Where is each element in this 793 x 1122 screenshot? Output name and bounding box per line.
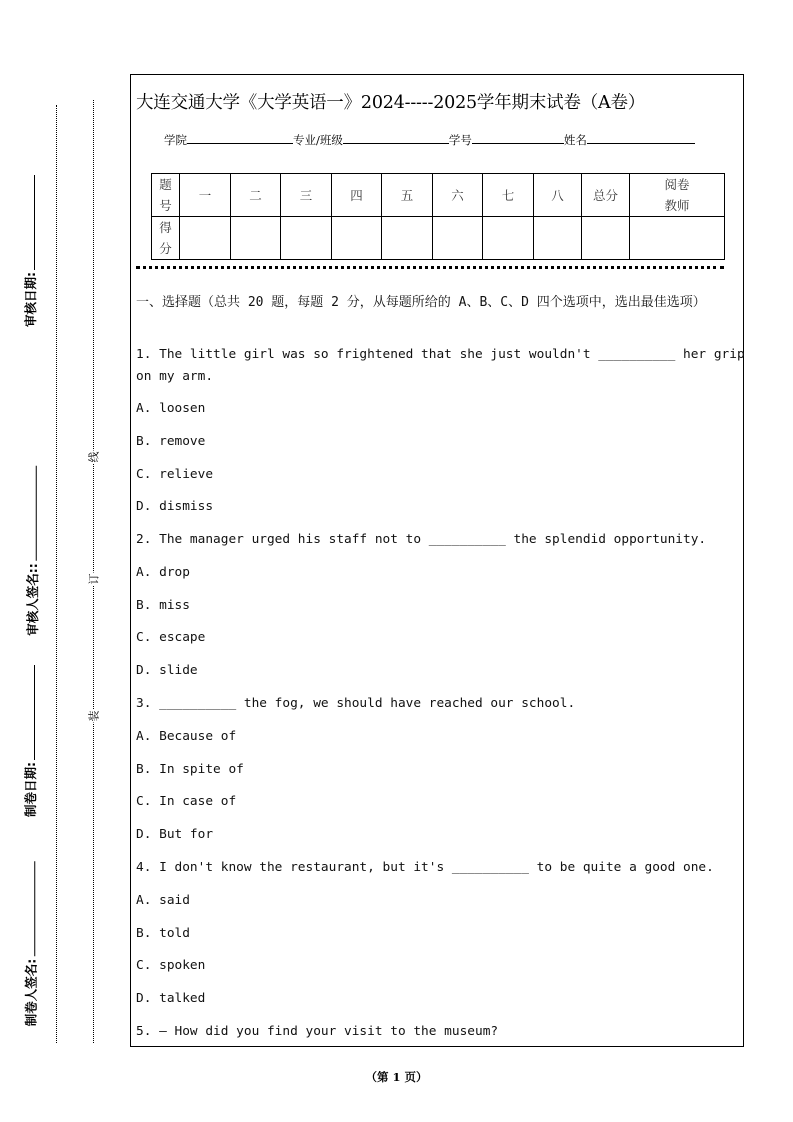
question-2-option-a[interactable]: A. drop bbox=[136, 565, 190, 580]
reviewer-sign-field bbox=[23, 466, 41, 636]
question-4-option-c[interactable]: C. spoken bbox=[136, 958, 206, 973]
col-8: 八 bbox=[534, 174, 582, 217]
question-2-option-c[interactable]: C. escape bbox=[136, 630, 206, 645]
make-date-blank[interactable] bbox=[23, 665, 35, 760]
col-2: 二 bbox=[231, 174, 281, 217]
maker-sign-blank[interactable] bbox=[23, 862, 35, 957]
review-date-label: 审核日期: bbox=[23, 272, 38, 327]
score-cell[interactable] bbox=[534, 217, 582, 260]
question-1-stem-cont: on my arm. bbox=[136, 369, 214, 384]
score-cell[interactable] bbox=[433, 217, 483, 260]
name-label: 姓名 bbox=[563, 133, 587, 147]
question-4-option-d[interactable]: D. talked bbox=[136, 991, 206, 1006]
review-date-blank[interactable] bbox=[23, 175, 35, 270]
grader-cell[interactable] bbox=[630, 217, 725, 260]
question-2-option-b[interactable]: B. miss bbox=[136, 598, 190, 613]
outer-dotted-line bbox=[56, 105, 57, 1043]
question-3-stem: 3. __________ the fog, we should have reached our school. bbox=[136, 696, 576, 711]
col-total: 总分 bbox=[582, 174, 630, 217]
review-date-field bbox=[21, 175, 39, 327]
col-3: 三 bbox=[281, 174, 332, 217]
make-date-label: 制卷日期: bbox=[23, 762, 38, 817]
question-1-option-a[interactable]: A. loosen bbox=[136, 401, 206, 416]
question-2-option-d[interactable]: D. slide bbox=[136, 663, 198, 678]
major-blank[interactable] bbox=[343, 131, 449, 144]
maker-sign-label: 制卷人签名: bbox=[23, 958, 39, 1027]
col-5: 五 bbox=[382, 174, 433, 217]
col-1: 一 bbox=[180, 174, 231, 217]
question-4-option-a[interactable]: A. said bbox=[136, 893, 190, 908]
question-1-stem: 1. The little girl was so frightened that she just wouldn't __________ her grip bbox=[136, 347, 745, 362]
score-label: 得 分 bbox=[152, 217, 180, 260]
col-4: 四 bbox=[332, 174, 382, 217]
score-cell[interactable] bbox=[231, 217, 281, 260]
reviewer-sign-blank[interactable] bbox=[25, 466, 37, 561]
cut-mark-line: 线 bbox=[87, 451, 101, 463]
score-cell[interactable] bbox=[180, 217, 231, 260]
question-4-option-b[interactable]: B. told bbox=[136, 926, 190, 941]
question-3-option-a[interactable]: A. Because of bbox=[136, 729, 237, 744]
inner-dotted-line bbox=[93, 100, 94, 1043]
student-id-label: 学号 bbox=[448, 133, 472, 147]
college-blank[interactable] bbox=[187, 131, 293, 144]
dotted-separator bbox=[136, 266, 724, 269]
score-table bbox=[151, 173, 725, 260]
grader-label: 阅卷 教师 bbox=[630, 174, 725, 217]
student-info-row bbox=[164, 131, 695, 148]
make-date-field bbox=[21, 665, 39, 817]
college-label: 学院 bbox=[164, 133, 187, 147]
score-cell[interactable] bbox=[281, 217, 332, 260]
page-number: （第 1 页） bbox=[365, 1070, 428, 1084]
score-table-header-row bbox=[152, 174, 725, 217]
page-title: 大连交通大学《大学英语一》2024-----2025学年期末试卷（A卷） bbox=[136, 93, 646, 113]
section-heading: 一、选择题（总共 20 题，每题 2 分，从每题所给的 A、B、C、D 四个选项中，选出最佳选项） bbox=[136, 295, 706, 310]
question-5-stem: 5. — How did you find your visit to the museum? bbox=[136, 1024, 499, 1039]
score-table-score-row bbox=[152, 217, 725, 260]
score-cell[interactable] bbox=[483, 217, 534, 260]
col-7: 七 bbox=[483, 174, 534, 217]
maker-sign-field bbox=[21, 862, 39, 1027]
question-1-option-b[interactable]: B. remove bbox=[136, 434, 206, 449]
score-cell-total[interactable] bbox=[582, 217, 630, 260]
question-1-option-c[interactable]: C. relieve bbox=[136, 467, 214, 482]
question-2-stem: 2. The manager urged his staff not to __________ the splendid opportunity. bbox=[136, 532, 707, 547]
major-label: 专业/班级 bbox=[293, 133, 343, 147]
name-blank[interactable] bbox=[587, 131, 695, 144]
cut-mark-fold: 装 bbox=[87, 710, 101, 722]
question-3-option-c[interactable]: C. In case of bbox=[136, 794, 237, 809]
student-id-blank[interactable] bbox=[472, 131, 564, 144]
score-cell[interactable] bbox=[382, 217, 433, 260]
question-number-label: 题 号 bbox=[152, 174, 180, 217]
question-4-stem: 4. I don't know the restaurant, but it's __________ to be quite a good one. bbox=[136, 860, 714, 875]
question-3-option-d[interactable]: D. But for bbox=[136, 827, 214, 842]
question-3-option-b[interactable]: B. In spite of bbox=[136, 762, 244, 777]
score-cell[interactable] bbox=[332, 217, 382, 260]
reviewer-sign-label: 审核人签名:: bbox=[24, 563, 40, 636]
col-6: 六 bbox=[433, 174, 483, 217]
cut-mark-bind: 订 bbox=[87, 573, 101, 585]
question-1-option-d[interactable]: D. dismiss bbox=[136, 499, 214, 514]
